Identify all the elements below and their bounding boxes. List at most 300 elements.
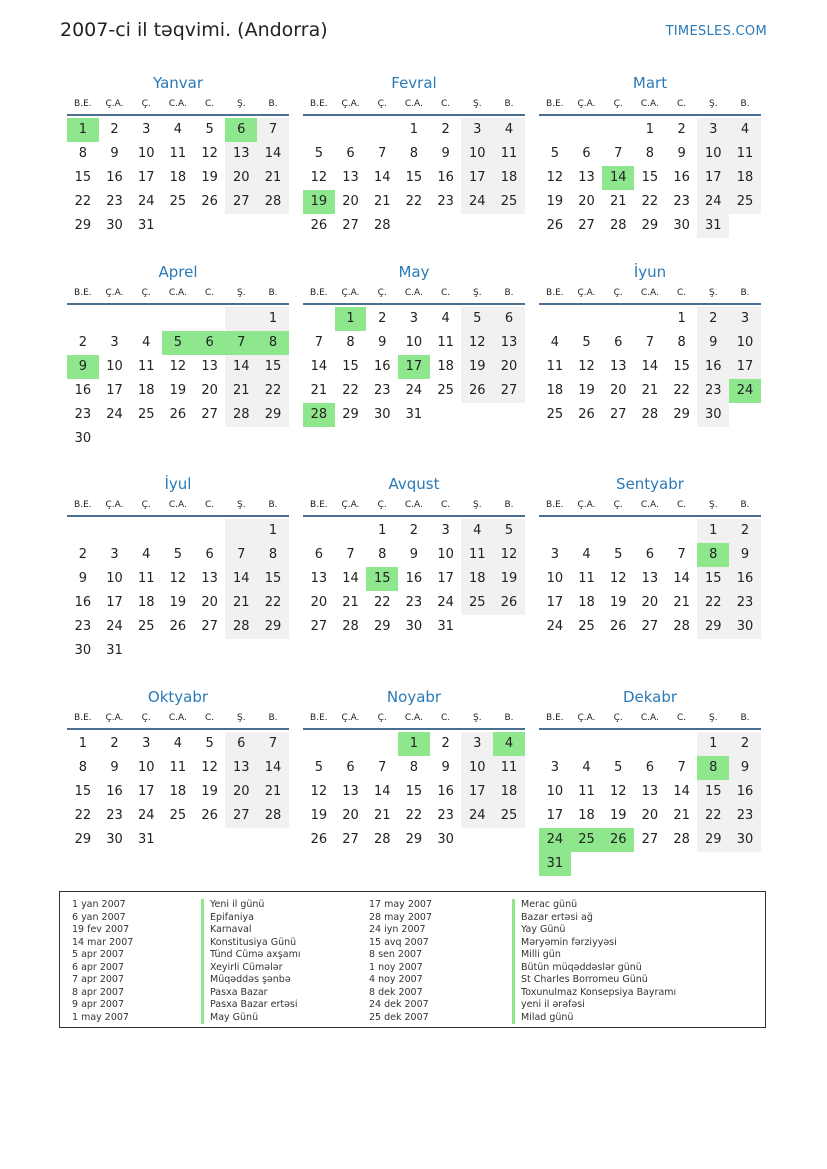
day-cell[interactable]: 2 [110, 122, 119, 137]
holiday-day-cell[interactable]: 4 [493, 732, 525, 756]
day-cell[interactable]: 26 [461, 379, 493, 403]
day-cell[interactable]: 2 [378, 311, 387, 326]
day-cell[interactable]: 2 [441, 122, 450, 137]
day-cell[interactable]: 25 [437, 383, 454, 398]
day-cell[interactable]: 27 [493, 379, 525, 403]
day-cell[interactable]: 22 [405, 194, 423, 209]
day-cell[interactable]: 20 [201, 383, 218, 398]
day-cell[interactable]: 16 [74, 383, 92, 398]
day-cell[interactable]: 8 [78, 146, 87, 161]
holiday-day-cell[interactable]: 6 [194, 331, 226, 355]
brand-logo[interactable]: TIMESLES.COM [665, 24, 767, 39]
day-cell[interactable]: 24 [137, 194, 155, 209]
day-cell[interactable]: 15 [405, 170, 423, 185]
day-cell[interactable]: 12 [310, 170, 328, 185]
day-cell[interactable]: 12 [169, 359, 187, 374]
day-cell[interactable]: 1 [697, 519, 729, 543]
day-cell[interactable]: 7 [378, 146, 387, 161]
day-cell[interactable]: 16 [437, 170, 454, 185]
day-cell[interactable]: 30 [106, 218, 123, 233]
day-cell[interactable]: 13 [201, 359, 218, 374]
day-cell[interactable]: 27 [342, 832, 359, 847]
day-cell[interactable]: 5 [550, 146, 559, 161]
day-cell[interactable]: 6 [645, 760, 655, 775]
day-cell[interactable]: 20 [493, 355, 525, 379]
day-cell[interactable]: 13 [201, 571, 218, 586]
day-cell[interactable]: 14 [673, 571, 690, 586]
day-cell[interactable]: 22 [641, 194, 659, 209]
holiday-day-cell[interactable]: 24 [539, 828, 571, 852]
day-cell[interactable]: 21 [225, 591, 257, 615]
day-cell[interactable]: 17 [106, 383, 123, 398]
day-cell[interactable]: 18 [461, 567, 493, 591]
day-cell[interactable]: 17 [461, 166, 493, 190]
day-cell[interactable]: 10 [546, 784, 564, 799]
day-cell[interactable]: 24 [106, 407, 123, 422]
day-cell[interactable]: 17 [106, 595, 123, 610]
day-cell[interactable]: 13 [225, 142, 257, 166]
day-cell[interactable]: 6 [614, 335, 623, 350]
day-cell[interactable]: 30 [729, 828, 761, 852]
day-cell[interactable]: 11 [729, 142, 761, 166]
day-cell[interactable]: 5 [314, 146, 323, 161]
day-cell[interactable]: 4 [461, 519, 493, 543]
day-cell[interactable]: 22 [697, 591, 729, 615]
day-cell[interactable]: 15 [257, 355, 289, 379]
day-cell[interactable]: 21 [310, 383, 328, 398]
day-cell[interactable]: 24 [106, 619, 123, 634]
day-cell[interactable]: 30 [405, 619, 423, 634]
day-cell[interactable]: 7 [314, 335, 323, 350]
day-cell[interactable]: 17 [437, 571, 454, 586]
day-cell[interactable]: 20 [310, 595, 328, 610]
day-cell[interactable]: 13 [578, 170, 595, 185]
day-cell[interactable]: 28 [373, 832, 391, 847]
day-cell[interactable]: 28 [257, 190, 289, 214]
day-cell[interactable]: 26 [201, 808, 218, 823]
day-cell[interactable]: 12 [546, 170, 564, 185]
day-cell[interactable]: 9 [729, 756, 761, 780]
day-cell[interactable]: 5 [582, 335, 591, 350]
day-cell[interactable]: 22 [257, 379, 289, 403]
day-cell[interactable]: 2 [78, 547, 87, 562]
day-cell[interactable]: 7 [677, 760, 686, 775]
day-cell[interactable]: 21 [373, 194, 391, 209]
day-cell[interactable]: 3 [729, 307, 761, 331]
day-cell[interactable]: 14 [373, 784, 391, 799]
day-cell[interactable]: 12 [493, 543, 525, 567]
day-cell[interactable]: 17 [461, 780, 493, 804]
day-cell[interactable]: 3 [110, 547, 119, 562]
day-cell[interactable]: 10 [437, 547, 454, 562]
day-cell[interactable]: 4 [142, 547, 151, 562]
holiday-day-cell[interactable]: 7 [225, 331, 257, 355]
day-cell[interactable]: 14 [257, 756, 289, 780]
holiday-day-cell[interactable]: 1 [335, 307, 367, 331]
day-cell[interactable]: 22 [342, 383, 359, 398]
day-cell[interactable]: 18 [493, 780, 525, 804]
day-cell[interactable]: 28 [342, 619, 359, 634]
day-cell[interactable]: 17 [137, 170, 155, 185]
day-cell[interactable]: 23 [437, 194, 454, 209]
day-cell[interactable]: 18 [169, 170, 187, 185]
day-cell[interactable]: 12 [461, 331, 493, 355]
day-cell[interactable]: 30 [673, 218, 690, 233]
holiday-day-cell[interactable]: 25 [571, 828, 603, 852]
day-cell[interactable]: 31 [405, 407, 423, 422]
day-cell[interactable]: 30 [697, 403, 729, 427]
day-cell[interactable]: 2 [729, 519, 761, 543]
day-cell[interactable]: 23 [74, 407, 92, 422]
day-cell[interactable]: 4 [173, 122, 183, 137]
day-cell[interactable]: 16 [729, 567, 761, 591]
day-cell[interactable]: 23 [673, 194, 690, 209]
day-cell[interactable]: 16 [106, 170, 123, 185]
day-cell[interactable]: 10 [137, 146, 155, 161]
day-cell[interactable]: 15 [342, 359, 359, 374]
day-cell[interactable]: 1 [645, 122, 655, 137]
day-cell[interactable]: 28 [225, 403, 257, 427]
day-cell[interactable]: 23 [437, 808, 454, 823]
day-cell[interactable]: 13 [342, 784, 359, 799]
day-cell[interactable]: 30 [106, 832, 123, 847]
day-cell[interactable]: 17 [137, 784, 155, 799]
day-cell[interactable]: 23 [373, 383, 391, 398]
day-cell[interactable]: 19 [310, 808, 328, 823]
day-cell[interactable]: 29 [373, 619, 391, 634]
day-cell[interactable]: 18 [578, 595, 595, 610]
day-cell[interactable]: 10 [405, 335, 423, 350]
day-cell[interactable]: 10 [461, 142, 493, 166]
day-cell[interactable]: 1 [378, 523, 387, 538]
day-cell[interactable]: 31 [437, 619, 454, 634]
day-cell[interactable]: 16 [74, 595, 92, 610]
day-cell[interactable]: 25 [493, 190, 525, 214]
day-cell[interactable]: 11 [169, 146, 187, 161]
day-cell[interactable]: 23 [697, 379, 729, 403]
day-cell[interactable]: 4 [729, 118, 761, 142]
day-cell[interactable]: 11 [578, 784, 595, 799]
day-cell[interactable]: 29 [74, 218, 92, 233]
day-cell[interactable]: 28 [641, 407, 659, 422]
day-cell[interactable]: 3 [441, 523, 450, 538]
day-cell[interactable]: 11 [137, 571, 155, 586]
day-cell[interactable]: 7 [614, 146, 623, 161]
day-cell[interactable]: 3 [142, 122, 151, 137]
day-cell[interactable]: 4 [550, 335, 559, 350]
day-cell[interactable]: 8 [257, 543, 289, 567]
day-cell[interactable]: 20 [578, 194, 595, 209]
day-cell[interactable]: 23 [405, 595, 423, 610]
holiday-day-cell[interactable]: 14 [602, 166, 634, 190]
day-cell[interactable]: 8 [378, 547, 387, 562]
day-cell[interactable]: 31 [137, 832, 155, 847]
holiday-day-cell[interactable]: 6 [225, 118, 257, 142]
day-cell[interactable]: 19 [609, 808, 627, 823]
day-cell[interactable]: 25 [461, 591, 493, 615]
day-cell[interactable]: 13 [342, 170, 359, 185]
day-cell[interactable]: 22 [74, 194, 92, 209]
day-cell[interactable]: 26 [169, 619, 187, 634]
day-cell[interactable]: 1 [697, 732, 729, 756]
day-cell[interactable]: 5 [205, 736, 214, 751]
day-cell[interactable]: 21 [373, 808, 391, 823]
day-cell[interactable]: 3 [409, 311, 419, 326]
day-cell[interactable]: 25 [546, 407, 564, 422]
day-cell[interactable]: 17 [697, 166, 729, 190]
day-cell[interactable]: 28 [609, 218, 627, 233]
day-cell[interactable]: 25 [137, 407, 155, 422]
day-cell[interactable]: 5 [493, 519, 525, 543]
day-cell[interactable]: 24 [437, 595, 454, 610]
day-cell[interactable]: 8 [346, 335, 355, 350]
day-cell[interactable]: 12 [310, 784, 328, 799]
day-cell[interactable]: 14 [342, 571, 359, 586]
day-cell[interactable]: 5 [614, 547, 623, 562]
day-cell[interactable]: 24 [461, 190, 493, 214]
day-cell[interactable]: 22 [257, 591, 289, 615]
day-cell[interactable]: 9 [110, 146, 119, 161]
day-cell[interactable]: 29 [697, 615, 729, 639]
day-cell[interactable]: 9 [729, 543, 761, 567]
day-cell[interactable]: 16 [106, 784, 123, 799]
day-cell[interactable]: 11 [437, 335, 454, 350]
holiday-day-cell[interactable]: 5 [162, 331, 194, 355]
day-cell[interactable]: 18 [729, 166, 761, 190]
day-cell[interactable]: 23 [729, 804, 761, 828]
holiday-day-cell[interactable]: 8 [697, 543, 729, 567]
day-cell[interactable]: 24 [137, 808, 155, 823]
day-cell[interactable]: 5 [461, 307, 493, 331]
day-cell[interactable]: 14 [225, 567, 257, 591]
day-cell[interactable]: 1 [257, 519, 289, 543]
day-cell[interactable]: 20 [342, 808, 359, 823]
day-cell[interactable]: 11 [546, 359, 564, 374]
day-cell[interactable]: 9 [697, 331, 729, 355]
day-cell[interactable]: 10 [106, 571, 123, 586]
day-cell[interactable]: 20 [609, 383, 627, 398]
day-cell[interactable]: 25 [169, 194, 187, 209]
day-cell[interactable]: 12 [578, 359, 595, 374]
day-cell[interactable]: 8 [78, 760, 87, 775]
day-cell[interactable]: 6 [314, 547, 323, 562]
holiday-day-cell[interactable]: 19 [303, 190, 335, 214]
day-cell[interactable]: 21 [673, 808, 690, 823]
day-cell[interactable]: 2 [110, 736, 119, 751]
day-cell[interactable]: 3 [697, 118, 729, 142]
day-cell[interactable]: 22 [405, 808, 423, 823]
day-cell[interactable]: 31 [697, 214, 729, 238]
day-cell[interactable]: 13 [493, 331, 525, 355]
day-cell[interactable]: 2 [697, 307, 729, 331]
day-cell[interactable]: 29 [697, 828, 729, 852]
day-cell[interactable]: 11 [461, 543, 493, 567]
day-cell[interactable]: 30 [729, 615, 761, 639]
day-cell[interactable]: 4 [582, 760, 591, 775]
day-cell[interactable]: 15 [257, 567, 289, 591]
day-cell[interactable]: 29 [342, 407, 359, 422]
day-cell[interactable]: 3 [461, 118, 493, 142]
day-cell[interactable]: 19 [169, 383, 187, 398]
day-cell[interactable]: 14 [257, 142, 289, 166]
day-cell[interactable]: 30 [437, 832, 454, 847]
day-cell[interactable]: 11 [137, 359, 155, 374]
day-cell[interactable]: 28 [673, 619, 690, 634]
day-cell[interactable]: 2 [441, 736, 450, 751]
holiday-day-cell[interactable]: 31 [539, 852, 571, 876]
day-cell[interactable]: 19 [169, 595, 187, 610]
day-cell[interactable]: 3 [461, 732, 493, 756]
day-cell[interactable]: 23 [74, 619, 92, 634]
holiday-day-cell[interactable]: 8 [697, 756, 729, 780]
day-cell[interactable]: 10 [106, 359, 123, 374]
day-cell[interactable]: 11 [169, 760, 187, 775]
day-cell[interactable]: 7 [645, 335, 655, 350]
day-cell[interactable]: 7 [677, 547, 686, 562]
day-cell[interactable]: 18 [546, 383, 564, 398]
day-cell[interactable]: 19 [201, 170, 218, 185]
day-cell[interactable]: 21 [641, 383, 659, 398]
day-cell[interactable]: 9 [378, 335, 387, 350]
day-cell[interactable]: 23 [106, 808, 123, 823]
holiday-day-cell[interactable]: 1 [398, 732, 430, 756]
day-cell[interactable]: 10 [729, 331, 761, 355]
day-cell[interactable]: 9 [441, 760, 450, 775]
day-cell[interactable]: 16 [673, 170, 690, 185]
day-cell[interactable]: 10 [546, 571, 564, 586]
day-cell[interactable]: 4 [582, 547, 591, 562]
day-cell[interactable]: 3 [110, 335, 119, 350]
day-cell[interactable]: 19 [201, 784, 218, 799]
day-cell[interactable]: 28 [373, 218, 391, 233]
day-cell[interactable]: 6 [346, 146, 355, 161]
day-cell[interactable]: 11 [493, 756, 525, 780]
day-cell[interactable]: 21 [257, 780, 289, 804]
day-cell[interactable]: 15 [405, 784, 423, 799]
day-cell[interactable]: 18 [137, 595, 155, 610]
day-cell[interactable]: 15 [697, 780, 729, 804]
day-cell[interactable]: 20 [225, 166, 257, 190]
holiday-day-cell[interactable]: 9 [67, 355, 99, 379]
day-cell[interactable]: 7 [257, 732, 289, 756]
day-cell[interactable]: 2 [729, 732, 761, 756]
day-cell[interactable]: 15 [74, 784, 92, 799]
day-cell[interactable]: 19 [493, 567, 525, 591]
day-cell[interactable]: 1 [409, 122, 419, 137]
day-cell[interactable]: 19 [461, 355, 493, 379]
day-cell[interactable]: 23 [106, 194, 123, 209]
day-cell[interactable]: 29 [257, 615, 289, 639]
day-cell[interactable]: 11 [578, 571, 595, 586]
day-cell[interactable]: 7 [257, 118, 289, 142]
day-cell[interactable]: 23 [729, 591, 761, 615]
day-cell[interactable]: 9 [409, 547, 419, 562]
day-cell[interactable]: 26 [546, 218, 564, 233]
day-cell[interactable]: 18 [169, 784, 187, 799]
day-cell[interactable]: 24 [461, 804, 493, 828]
day-cell[interactable]: 21 [342, 595, 359, 610]
day-cell[interactable]: 26 [578, 407, 595, 422]
day-cell[interactable]: 13 [310, 571, 328, 586]
day-cell[interactable]: 26 [310, 218, 328, 233]
holiday-day-cell[interactable]: 17 [398, 355, 430, 379]
day-cell[interactable]: 8 [677, 335, 686, 350]
day-cell[interactable]: 22 [673, 383, 690, 398]
day-cell[interactable]: 27 [641, 619, 659, 634]
holiday-day-cell[interactable]: 1 [67, 118, 99, 142]
holiday-day-cell[interactable]: 8 [257, 331, 289, 355]
day-cell[interactable]: 15 [641, 170, 659, 185]
day-cell[interactable]: 2 [677, 122, 686, 137]
day-cell[interactable]: 22 [373, 595, 391, 610]
day-cell[interactable]: 26 [310, 832, 328, 847]
day-cell[interactable]: 5 [205, 122, 214, 137]
day-cell[interactable]: 20 [201, 595, 218, 610]
day-cell[interactable]: 14 [673, 784, 690, 799]
day-cell[interactable]: 15 [697, 567, 729, 591]
day-cell[interactable]: 10 [697, 142, 729, 166]
day-cell[interactable]: 13 [609, 359, 627, 374]
day-cell[interactable]: 10 [461, 756, 493, 780]
day-cell[interactable]: 4 [441, 311, 450, 326]
day-cell[interactable]: 13 [641, 784, 659, 799]
day-cell[interactable]: 29 [673, 407, 690, 422]
holiday-day-cell[interactable]: 15 [366, 567, 398, 591]
day-cell[interactable]: 24 [697, 190, 729, 214]
day-cell[interactable]: 4 [493, 118, 525, 142]
day-cell[interactable]: 27 [641, 832, 659, 847]
day-cell[interactable]: 16 [373, 359, 391, 374]
day-cell[interactable]: 12 [609, 571, 627, 586]
day-cell[interactable]: 27 [201, 407, 218, 422]
day-cell[interactable]: 16 [697, 355, 729, 379]
day-cell[interactable]: 27 [310, 619, 328, 634]
day-cell[interactable]: 8 [409, 760, 419, 775]
day-cell[interactable]: 9 [78, 571, 87, 586]
day-cell[interactable]: 31 [106, 643, 123, 658]
day-cell[interactable]: 9 [110, 760, 119, 775]
day-cell[interactable]: 26 [493, 591, 525, 615]
day-cell[interactable]: 15 [673, 359, 690, 374]
day-cell[interactable]: 28 [257, 804, 289, 828]
day-cell[interactable]: 27 [578, 218, 595, 233]
holiday-day-cell[interactable]: 24 [729, 379, 761, 403]
day-cell[interactable]: 27 [201, 619, 218, 634]
day-cell[interactable]: 20 [641, 595, 659, 610]
day-cell[interactable]: 8 [409, 146, 419, 161]
day-cell[interactable]: 29 [405, 832, 423, 847]
day-cell[interactable]: 20 [342, 194, 359, 209]
day-cell[interactable]: 19 [546, 194, 564, 209]
day-cell[interactable]: 12 [201, 146, 218, 161]
day-cell[interactable]: 9 [441, 146, 450, 161]
day-cell[interactable]: 3 [550, 760, 559, 775]
day-cell[interactable]: 27 [609, 407, 627, 422]
day-cell[interactable]: 25 [729, 190, 761, 214]
day-cell[interactable]: 7 [346, 547, 355, 562]
day-cell[interactable]: 10 [137, 760, 155, 775]
day-cell[interactable]: 19 [578, 383, 595, 398]
day-cell[interactable]: 11 [493, 142, 525, 166]
day-cell[interactable]: 29 [641, 218, 659, 233]
day-cell[interactable]: 6 [205, 547, 214, 562]
day-cell[interactable]: 18 [578, 808, 595, 823]
day-cell[interactable]: 19 [609, 595, 627, 610]
day-cell[interactable]: 14 [310, 359, 328, 374]
day-cell[interactable]: 24 [405, 383, 423, 398]
day-cell[interactable]: 6 [582, 146, 591, 161]
day-cell[interactable]: 7 [378, 760, 387, 775]
